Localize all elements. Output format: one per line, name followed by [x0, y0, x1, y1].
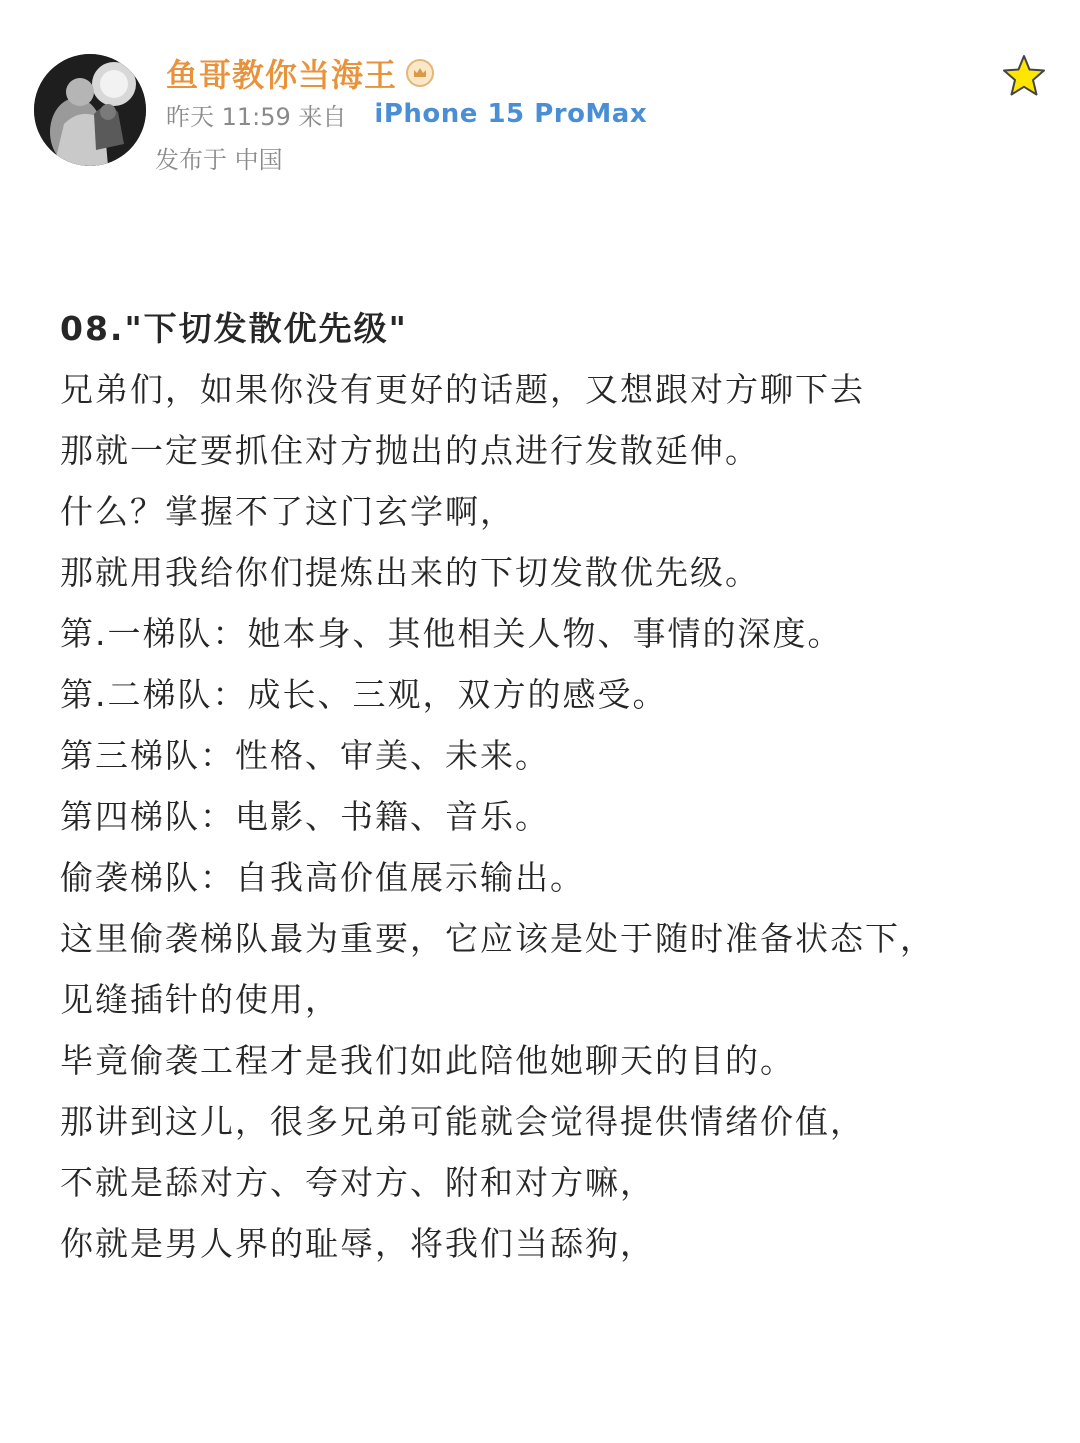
post-device[interactable]: iPhone 15 ProMax: [374, 99, 648, 129]
post-time: 昨天 11:59 来自: [166, 102, 347, 131]
post-text-line: 第四梯队：电影、书籍、音乐。: [60, 797, 550, 836]
post-content: [60, 298, 1040, 1274]
post-title: 08."下切发散优先级": [60, 309, 408, 348]
post-meta: [166, 96, 647, 132]
avatar[interactable]: [34, 54, 146, 166]
post-text-line: 毕竟偷袭工程才是我们如此陪他她聊天的目的。: [60, 1041, 795, 1080]
vip-badge-icon: [405, 58, 435, 88]
post-text-line: 不就是舔对方、夸对方、附和对方嘛，: [60, 1163, 655, 1202]
avatar-image: [34, 54, 146, 166]
post-text-line: 第.二梯队：成长、三观，双方的感受。: [60, 675, 668, 714]
post-text-line: 那讲到这儿，很多兄弟可能就会觉得提供情绪价值，: [60, 1102, 865, 1141]
post-text-line: 什么？掌握不了这门玄学啊，: [60, 492, 515, 531]
post-text-line: 你就是男人界的耻辱，将我们当舔狗，: [60, 1224, 655, 1263]
post-location: 发布于 中国: [155, 146, 283, 174]
post-text-line: 兄弟们，如果你没有更好的话题，又想跟对方聊下去: [60, 370, 865, 409]
star-icon[interactable]: [1000, 52, 1048, 100]
post-text-line: 偷袭梯队：自我高价值展示输出。: [60, 858, 585, 897]
username[interactable]: 鱼哥教你当海王: [166, 56, 398, 94]
post-text-line: 那就用我给你们提炼出来的下切发散优先级。: [60, 553, 760, 592]
post-text-line: 这里偷袭梯队最为重要，它应该是处于随时准备状态下，: [60, 919, 935, 958]
post-text-line: 那就一定要抓住对方抛出的点进行发散延伸。: [60, 431, 760, 470]
post-text-line: 第.一梯队：她本身、其他相关人物、事情的深度。: [60, 614, 843, 653]
post-header: [0, 0, 1080, 200]
post-text-line: 见缝插针的使用，: [60, 980, 340, 1019]
post-text-line: 第三梯队：性格、审美、未来。: [60, 736, 550, 775]
username-row: [166, 50, 435, 96]
